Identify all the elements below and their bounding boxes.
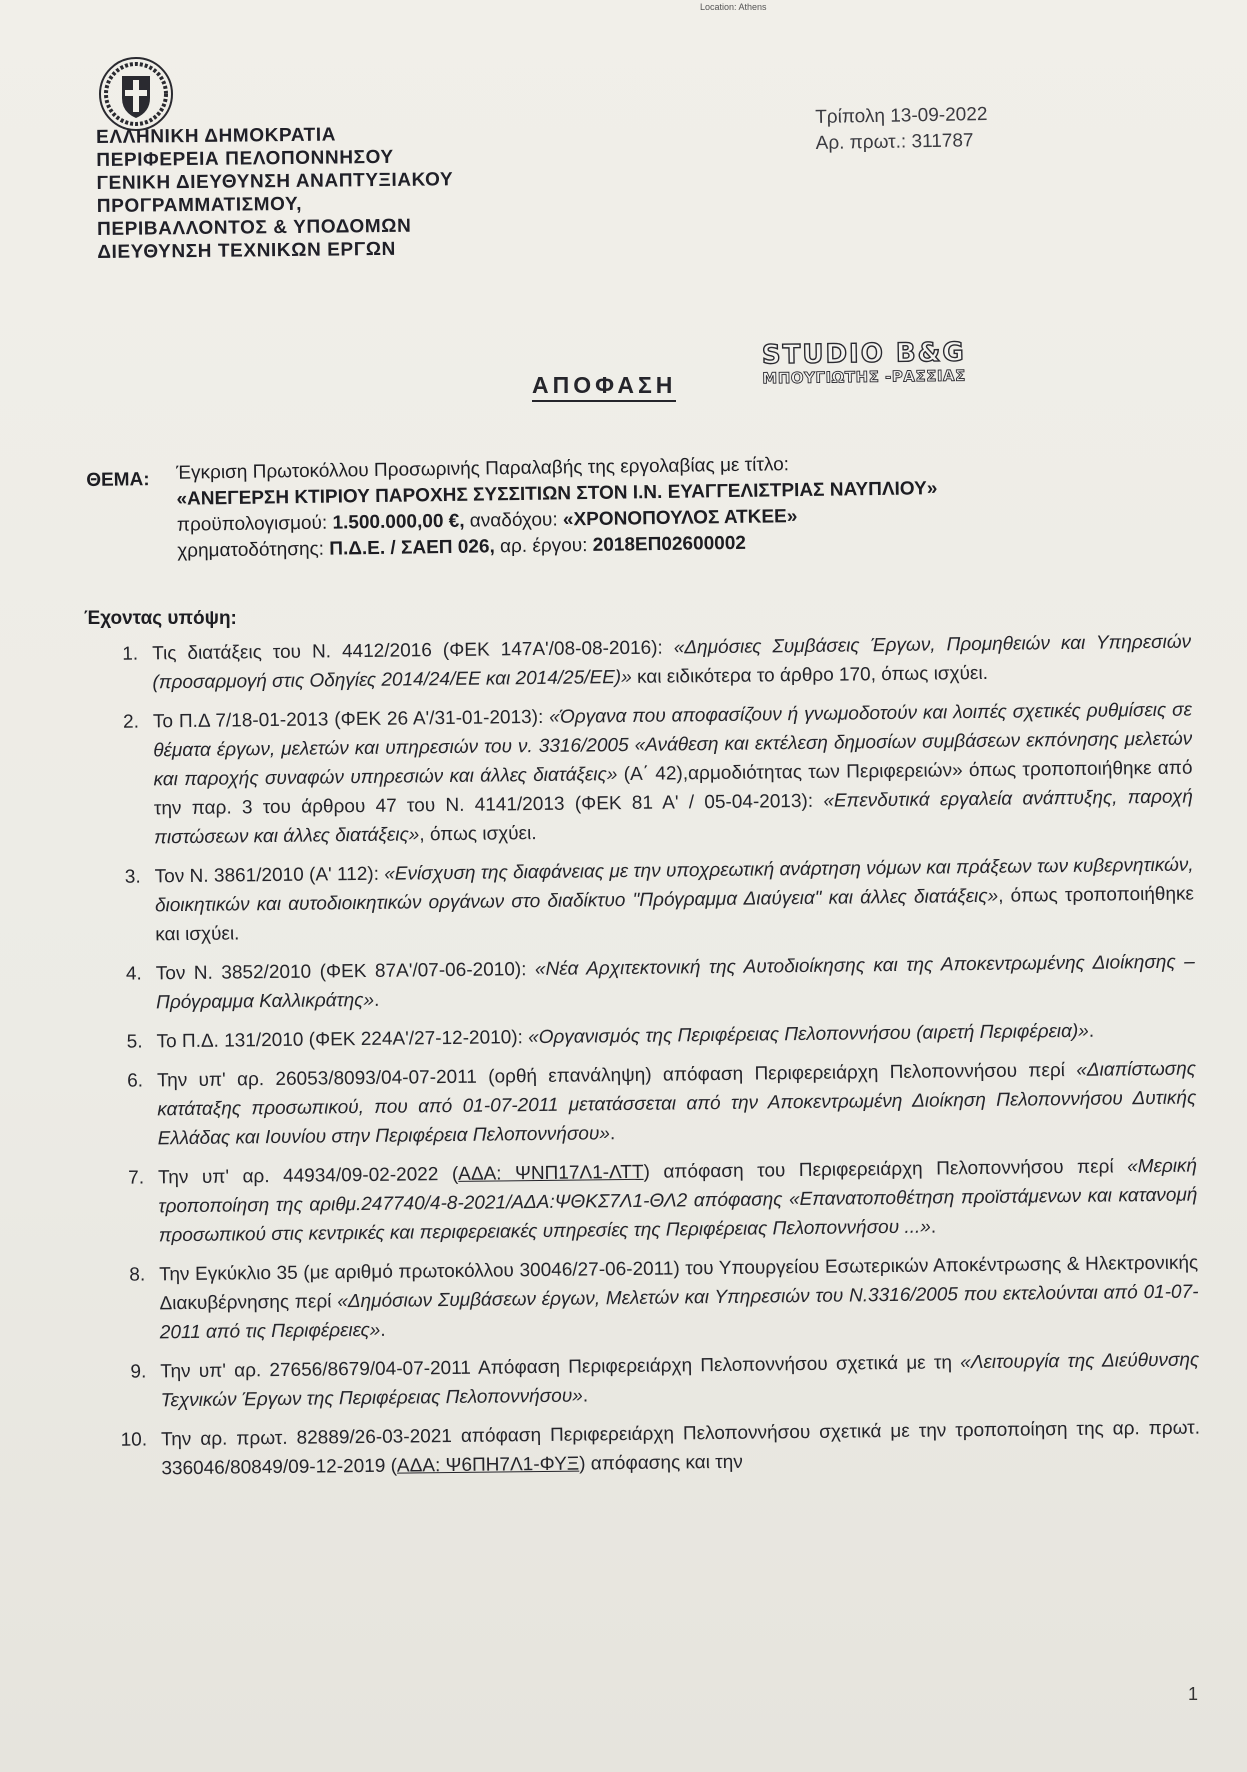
list-item: [100, 948, 1196, 1018]
ada-reference: ΑΔΑ: ΨΝΠ17Λ1-ΛΤΤ: [458, 1161, 644, 1185]
subject-label: ΘΕΜΑ:: [86, 469, 150, 491]
considering-heading: Έχοντας υπόψη:: [84, 608, 237, 629]
contractor-label: αναδόχου:: [469, 509, 558, 532]
authority-line: ΕΛΛΗΝΙΚΗ ΔΗΜΟΚΡΑΤΙΑ: [96, 124, 337, 148]
item-text: Τον Ν. 3861/2010 (Α' 112): «Ενίσχυση της διαφάνειας με την υποχρεωτική ανάρτηση νόμων και πράξεων των κυβερνητικών, διοικητικών και αυτοδιοικητικών οργάνων στο διαδίκτυο "Πρόγραμμα Διαύγεια" και άλλες διατάξεις», όπως τροποποιήθηκε και ισχύει.: [154, 854, 1195, 946]
funding-label: χρηματοδότησης:: [177, 538, 325, 562]
list-item: [103, 1249, 1199, 1348]
list-item: [105, 1414, 1201, 1484]
funding-value: Π.Δ.Ε. / ΣΑΕΠ 026,: [329, 536, 495, 560]
document-title: ΑΠΟΦΑΣΗ: [532, 372, 676, 402]
watermark-stamp: [762, 339, 966, 388]
project-number-label: αρ. έργου:: [499, 535, 588, 558]
item-text: Την υπ' αρ. 26053/8093/04-07-2011 (ορθή επανάληψη) απόφαση Περιφερειάρχη Πελοποννήσου περί «Διαπίστωσης κατάταξης προσωπικού, που από 01-07-2011 μετατάσσεται από την Αποκεντρωμένη Διοίκηση Πελοποννήσου Δυτικής Ελλάδας και Ιουνίου στην Περιφέρεια Πελοποννήσου».: [156, 1058, 1197, 1150]
contractor-value: «ΧΡΟΝΟΠΟΥΛΟΣ ΑΤΚΕΕ»: [562, 506, 798, 531]
subject-line-1: Έγκριση Πρωτοκόλλου Προσωρινής Παραλαβής της εργολαβίας με τίτλο:: [176, 454, 790, 484]
item-number: 10.: [120, 1429, 148, 1451]
place-date: Τρίπολη 13-09-2022: [815, 103, 988, 128]
item-text: Το Π.Δ 7/18-01-2013 (ΦΕΚ 26 Α'/31-01-2013): «Όργανα που αποφασίζουν ή γνωμοδοτούν και λοιπές σχετικές ρυθμίσεις σε θέματα έργων, μελετών και υπηρεσιών του ν. 3316/2005 «Ανάθεση και εκτέλεση δημοσίων συμβάσεων εκπόνησης μελετών και παροχής συναφών υπηρεσιών και άλλες διατάξεις» (Α΄ 42),αρμοδιότητας των Περιφερειών» όπως τροποποιήθηκε από την παρ. 3 του άρθρου 47 του Ν. 4141/2013 (ΦΕΚ 81 Α' / 05-04-2013): «Επενδυτικά εργαλεία ανάπτυξης, παροχή πιστώσεων και άλλες διατάξεις», όπως ισχύει.: [152, 699, 1193, 849]
authority-line: ΠΡΟΓΡΑΜΜΑΤΙΣΜΟΥ,: [96, 193, 303, 217]
stamp-line-1: STUDIO B&G: [761, 337, 966, 371]
authority-line: ΓΕΝΙΚΗ ΔΙΕΥΘΥΝΣΗ ΑΝΑΠΤΥΞΙΑΚΟΥ: [96, 169, 454, 194]
budget-label: προϋπολογισμού:: [176, 512, 328, 536]
list-item: [97, 696, 1194, 853]
item-text: Την αρ. πρωτ. 82889/26-03-2021 απόφαση Περιφερειάρχη Πελοποννήσου σχετικά με την τροποποίηση της αρ. πρωτ. 336046/80849/09-12-2019 (ΑΔΑ: Ψ6ΠΗ7Λ1-ΦΥΞ) απόφασης και την: [160, 1417, 1201, 1480]
list-item: [104, 1346, 1200, 1416]
considerations-list: [96, 628, 1201, 1494]
list-item: [102, 1152, 1198, 1251]
item-text: Τον Ν. 3852/2010 (ΦΕΚ 87Α'/07-06-2010): «Νέα Αρχιτεκτονική της Αυτοδιοίκησης και της Αποκεντρωμένης Διοίκησης – Πρόγραμμα Καλλικράτης».: [155, 951, 1195, 1014]
item-number: 3.: [124, 866, 141, 888]
list-item: [101, 1055, 1197, 1154]
list-item: [100, 1016, 1195, 1057]
item-number: 7.: [128, 1167, 145, 1189]
item-number: 1.: [122, 643, 139, 665]
greek-coat-of-arms-icon: [98, 56, 174, 132]
item-text: Την υπ' αρ. 44934/09-02-2022 (ΑΔΑ: ΨΝΠ17Λ1-ΛΤΤ) απόφαση του Περιφερειάρχη Πελοποννήσου περί «Μερική τροποποίηση της αριθμ.247740/4-8-2021/ΑΔΑ:ΨΘΚΣ7Λ1-ΘΛ2 απόφασης «Επανατοποθέτηση προϊστάμενων και κατανομή προσωπικού στις κεντρικές και περιφερειακές υπηρεσίες της Περιφέρειας Πελοποννήσου ...».: [157, 1155, 1198, 1247]
item-number: 6.: [127, 1070, 144, 1092]
page-number: 1: [1188, 1684, 1199, 1704]
item-number: 9.: [130, 1361, 147, 1383]
stamp-line-2: ΜΠΟΥΓΙΩΤΗΣ -ΡΑΣΣΙΑΣ: [762, 366, 966, 388]
item-text: Τις διατάξεις του Ν. 4412/2016 (ΦΕΚ 147Α'/08-08-2016): «Δημόσιες Συμβάσεις Έργων, Προμηθειών και Υπηρεσιών (προσαρμογή στις Οδηγίες 2014/24/ΕΕ και 2014/25/ΕΕ)» και ειδικότερα το άρθρο 170, όπως ισχύει.: [152, 631, 1192, 694]
protocol-number: Αρ. πρωτ.: 311787: [815, 130, 974, 154]
authority-line: ΔΙΕΥΘΥΝΣΗ ΤΕΧΝΙΚΩΝ ΕΡΓΩΝ: [97, 238, 397, 263]
item-number: 2.: [122, 711, 140, 733]
list-item: [96, 628, 1192, 698]
item-text: Την υπ' αρ. 27656/8679/04-07-2011 Απόφαση Περιφερειάρχη Πελοποννήσου σχετικά με τη «Λειτουργία της Διεύθυνσης Τεχνικών Έργων της Περιφέρειας Πελοποννήσου».: [160, 1349, 1200, 1412]
subject-block: [86, 448, 1097, 566]
item-number: 8.: [129, 1264, 146, 1286]
ada-reference: ΑΔΑ: Ψ6ΠΗ7Λ1-ΦΥΞ: [396, 1453, 580, 1477]
list-item: [99, 851, 1195, 950]
item-number: 4.: [125, 963, 142, 985]
project-number-value: 2018ΕΠ02600002: [592, 532, 747, 556]
issuing-authority: [96, 122, 454, 264]
project-title: «ΑΝΕΓΕΡΣΗ ΚΤΙΡΙΟΥ ΠΑΡΟΧΗΣ ΣΥΣΣΙΤΙΩΝ ΣΤΟΝ Ι.Ν. ΕΥΑΓΓΕΛΙΣΤΡΙΑΣ ΝΑΥΠΛΙΟΥ»: [176, 478, 938, 510]
location-label: Location: Athens: [700, 2, 767, 12]
item-text: Την Εγκύκλιο 35 (με αριθμό πρωτοκόλλου 30046/27-06-2011) του Υπουργείου Εσωτερικών Αποκέντρωσης & Ηλεκτρονικής Διακυβέρνησης περί «Δημόσιων Συμβάσεων έργων, Μελετών και Υπηρεσιών του Ν.3316/2005 που εκτελούνται από 01-07-2011 από τις Περιφέρειες».: [159, 1252, 1199, 1344]
item-number: 5.: [126, 1031, 143, 1053]
document-meta: [815, 102, 988, 157]
budget-value: 1.500.000,00 €,: [332, 510, 465, 534]
authority-line: ΠΕΡΙΦΕΡΕΙΑ ΠΕΛΟΠΟΝΝΗΣΟΥ: [96, 146, 394, 171]
item-text: Το Π.Δ. 131/2010 (ΦΕΚ 224Α'/27-12-2010): «Οργανισμός της Περιφέρειας Πελοποννήσου (αιρετή Περιφέρεια)».: [156, 1020, 1095, 1053]
authority-line: ΠΕΡΙΒΑΛΛΟΝΤΟΣ & ΥΠΟΔΟΜΩΝ: [96, 215, 412, 240]
